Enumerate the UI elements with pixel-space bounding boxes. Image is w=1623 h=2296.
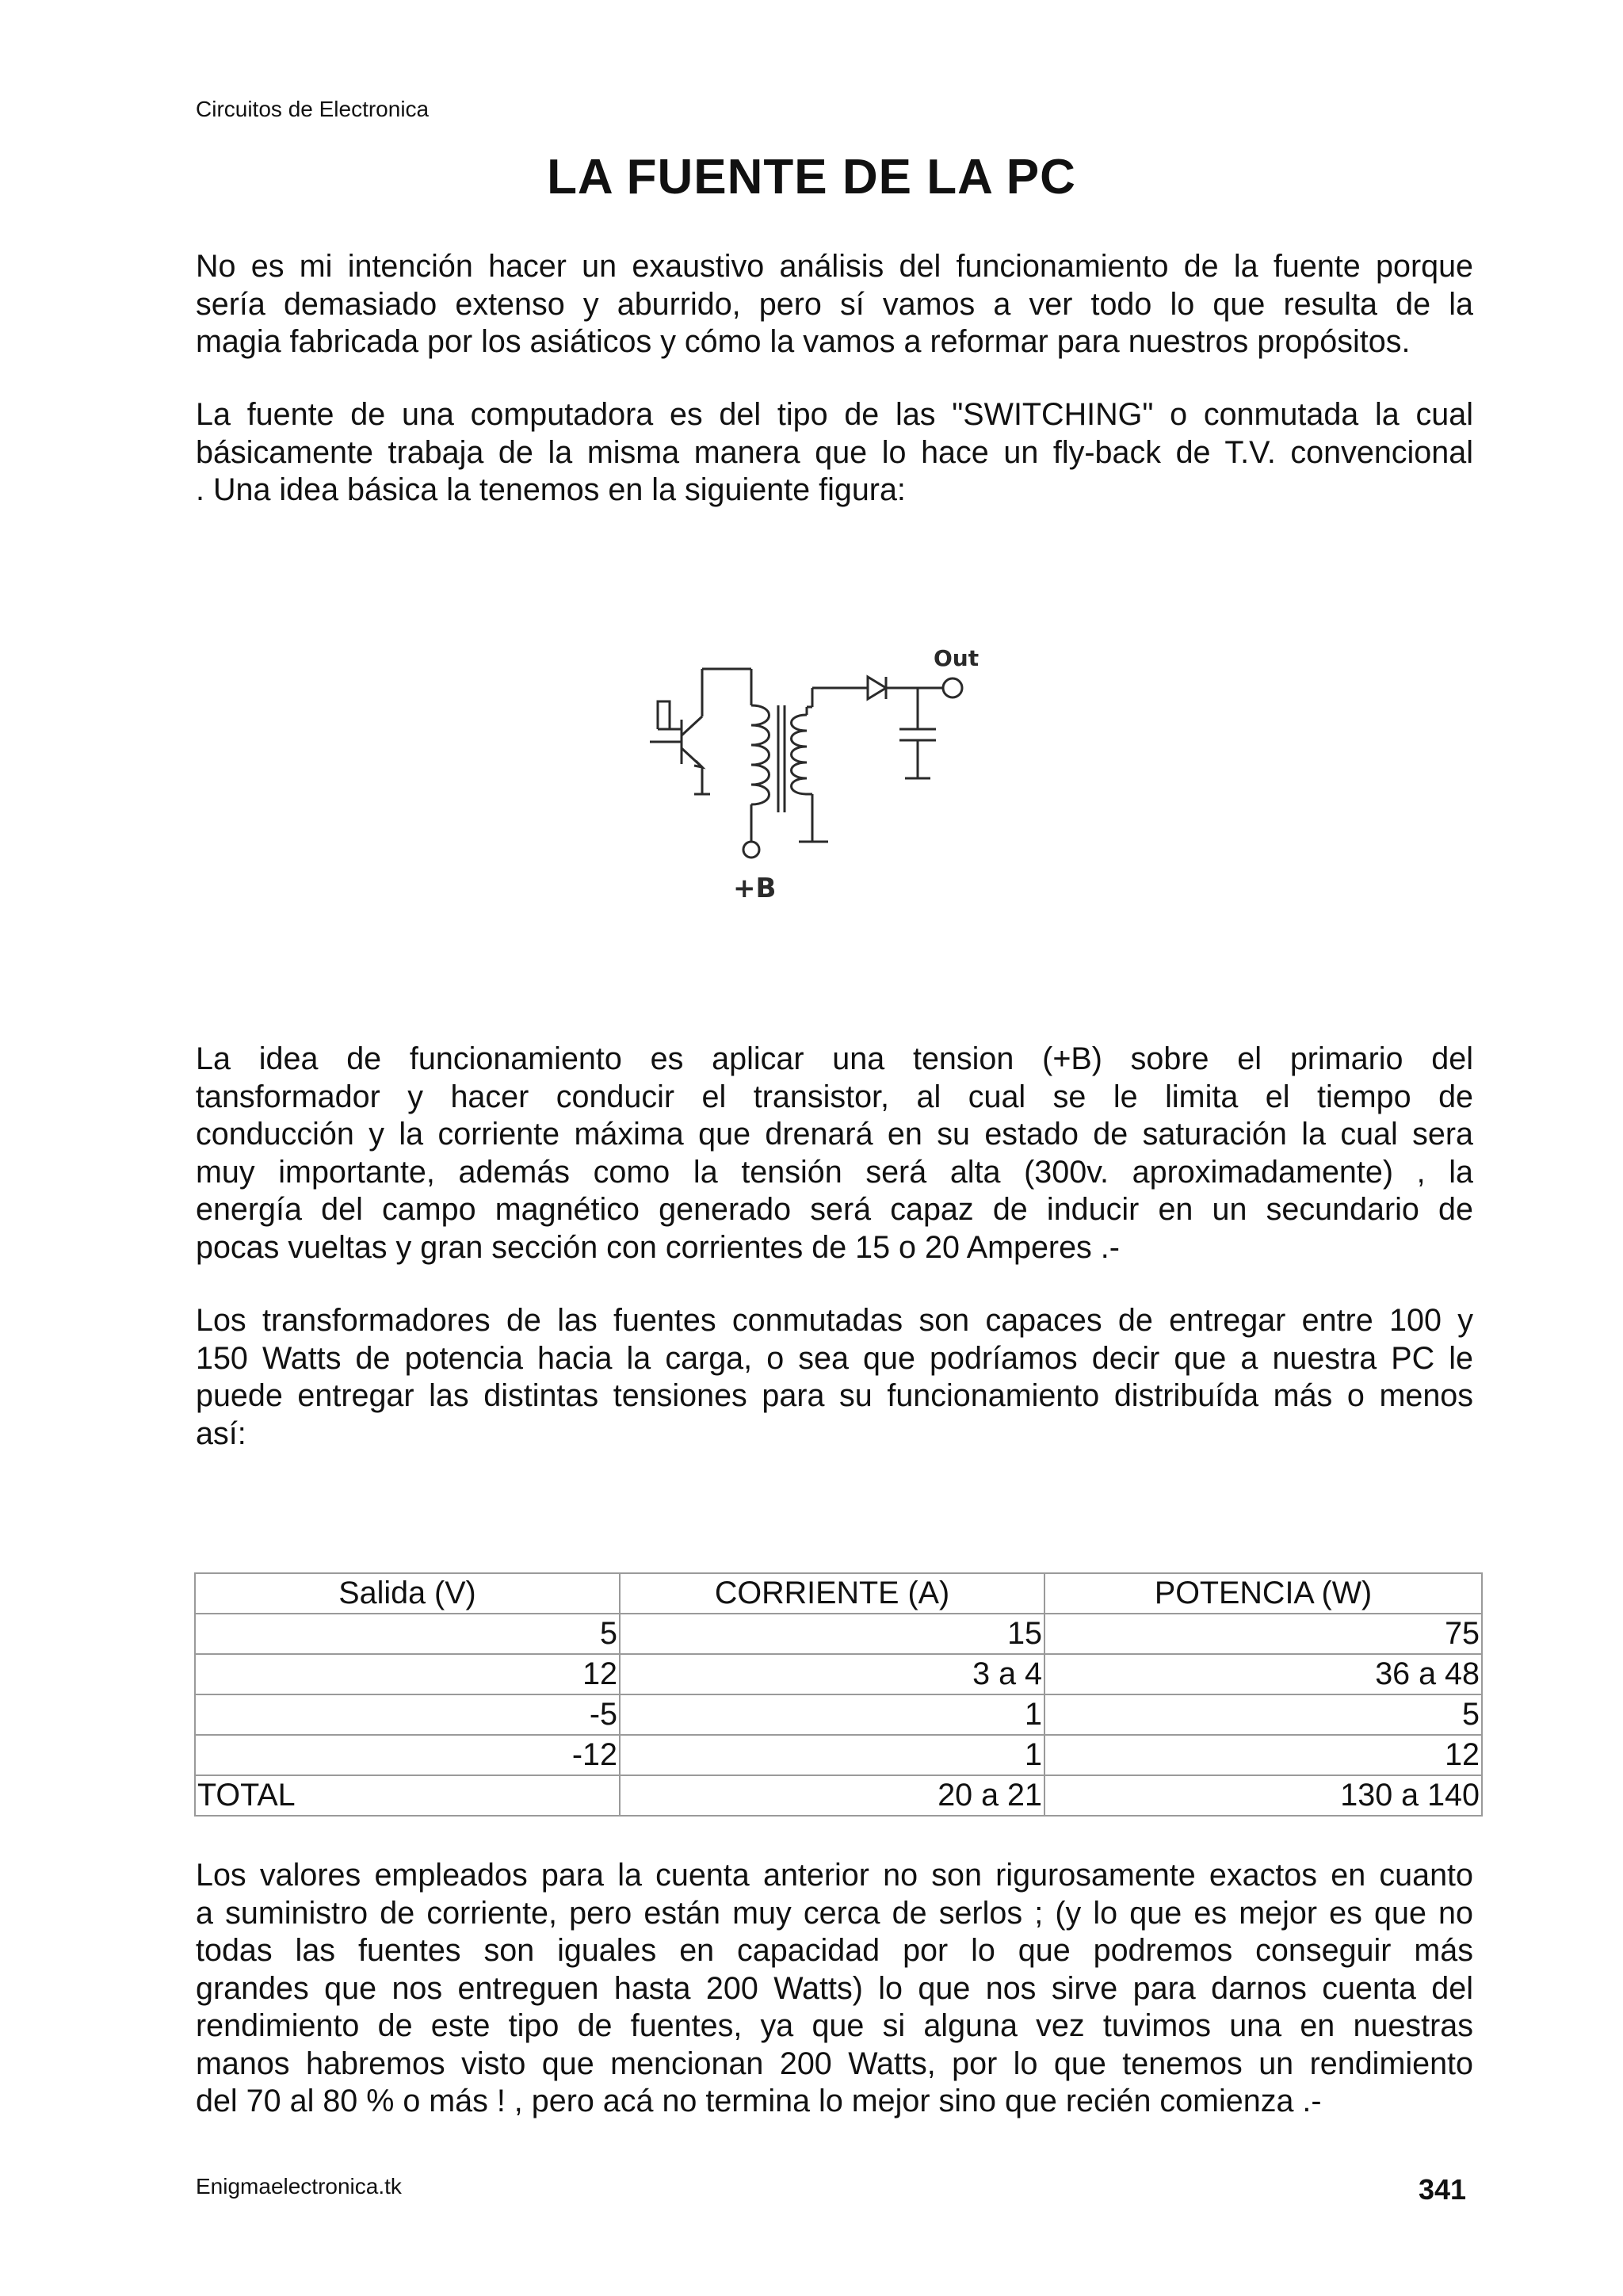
text-line: energía del campo magnético generado será capaz de inducir en un secundario de	[196, 1192, 1473, 1227]
table-cell: 20 a 21	[620, 1775, 1044, 1816]
text-line: pocas vueltas y gran sección con corrientes de 15 o 20 Amperes .-	[196, 1229, 1120, 1265]
column-header: Salida (V)	[195, 1573, 620, 1614]
text-line: puede entregar las distintas tensiones para su funcionamiento distribuída más o menos	[196, 1378, 1473, 1413]
paragraph-conclusion	[196, 1857, 1473, 2121]
table-cell: 12	[1044, 1735, 1482, 1775]
text-line: Los valores empleados para la cuenta anterior no son rigurosamente exactos en cuanto	[196, 1858, 1473, 1893]
table-header-row	[195, 1573, 1482, 1614]
table-cell: 75	[1044, 1614, 1482, 1654]
text-line: así:	[196, 1415, 246, 1451]
table-cell: 130 a 140	[1044, 1775, 1482, 1816]
supply-label: +B	[733, 873, 777, 904]
table-cell: -12	[195, 1735, 620, 1775]
table-cell: -5	[195, 1694, 620, 1735]
supply-terminal	[743, 842, 759, 858]
text-line: todas las fuentes son iguales en capacidad por lo que podremos conseguir más	[196, 1933, 1473, 1968]
diode	[868, 677, 886, 699]
page-number: 341	[1419, 2173, 1467, 2206]
table-total-row	[195, 1775, 1482, 1816]
out-label: Out	[934, 645, 980, 671]
table-cell: 1	[620, 1735, 1044, 1775]
transistor-collector	[682, 716, 702, 735]
table-cell: 1	[620, 1694, 1044, 1735]
paragraph-transformers	[196, 1302, 1473, 1453]
text-line: La idea de funcionamiento es aplicar una tension (+B) sobre el primario del	[196, 1041, 1473, 1076]
page-title: LA FUENTE DE LA PC	[547, 150, 1076, 204]
output-terminal	[943, 678, 962, 697]
table-cell: 3 a 4	[620, 1654, 1044, 1694]
table-row	[195, 1614, 1482, 1654]
text-line: grandes que nos entreguen hasta 200 Watts) lo que nos sirve para darnos cuenta del	[196, 1970, 1473, 2006]
text-line: a suministro de corriente, pero están muy cerca de serlos ; (y lo que es mejor es que no	[196, 1895, 1473, 1931]
column-header: POTENCIA (W)	[1044, 1573, 1482, 1614]
table-cell: 36 a 48	[1044, 1654, 1482, 1694]
text-line: sería demasiado extenso y aburrido, pero sí vamos a ver todo lo que resulta de la	[196, 286, 1473, 322]
text-line: del 70 al 80 % o más ! , pero acá no termina lo mejor sino que recién comienza .-	[196, 2084, 1322, 2118]
table-cell: 12	[195, 1654, 620, 1694]
table-cell: 5	[195, 1614, 620, 1654]
text-line: manos habremos visto que mencionan 200 Watts, por lo que tenemos un rendimiento	[196, 2046, 1473, 2081]
text-line: 150 Watts de potencia hacia la carga, o sea que podríamos decir que a nuestra PC le	[196, 1340, 1473, 1376]
table-row	[195, 1694, 1482, 1735]
table-cell: TOTAL	[195, 1775, 620, 1816]
paragraph-switching	[196, 396, 1473, 510]
primary-winding	[751, 705, 769, 804]
power-table	[194, 1572, 1483, 1817]
text-line: rendimiento de este tipo de fuentes, ya que si alguna vez tuvimos una en nuestras	[196, 2008, 1473, 2043]
text-line: básicamente trabaja de la misma manera que lo hace un fly-back de T.V. convencional	[196, 434, 1473, 470]
text-line: conducción y la corriente máxima que drenará en su estado de saturación la cual sera	[196, 1117, 1473, 1152]
pulse-waveform	[658, 701, 670, 729]
flyback-circuit-diagram	[634, 618, 1014, 927]
table-cell: 15	[620, 1614, 1044, 1654]
running-header: Circuitos de Electronica	[196, 97, 430, 121]
secondary-winding	[792, 715, 808, 794]
text-line: magia fabricada por los asiáticos y cómo la vamos a reformar para nuestros propósitos.	[196, 324, 1411, 359]
table-cell: 5	[1044, 1694, 1482, 1735]
text-line: La fuente de una computadora es del tipo de las "SWITCHING" o conmutada la cual	[196, 397, 1473, 432]
text-line: . Una idea básica la tenemos en la siguiente figura:	[196, 472, 906, 507]
text-line: Los transformadores de las fuentes conmutadas son capaces de entregar entre 100 y	[196, 1303, 1473, 1338]
footer-site: Enigmaelectronica.tk	[196, 2174, 402, 2199]
paragraph-intro	[196, 248, 1473, 361]
text-line: No es mi intención hacer un exaustivo análisis del funcionamiento de la fuente porque	[196, 249, 1473, 284]
table-row	[195, 1654, 1482, 1694]
text-line: muy importante, además como la tensión será alta (300v. aproximadamente) , la	[196, 1154, 1473, 1190]
text-line: tansformador y hacer conducir el transistor, al cual se le limita el tiempo de	[196, 1079, 1473, 1114]
column-header: CORRIENTE (A)	[620, 1573, 1044, 1614]
table-row	[195, 1735, 1482, 1775]
paragraph-operation	[196, 1041, 1473, 1266]
